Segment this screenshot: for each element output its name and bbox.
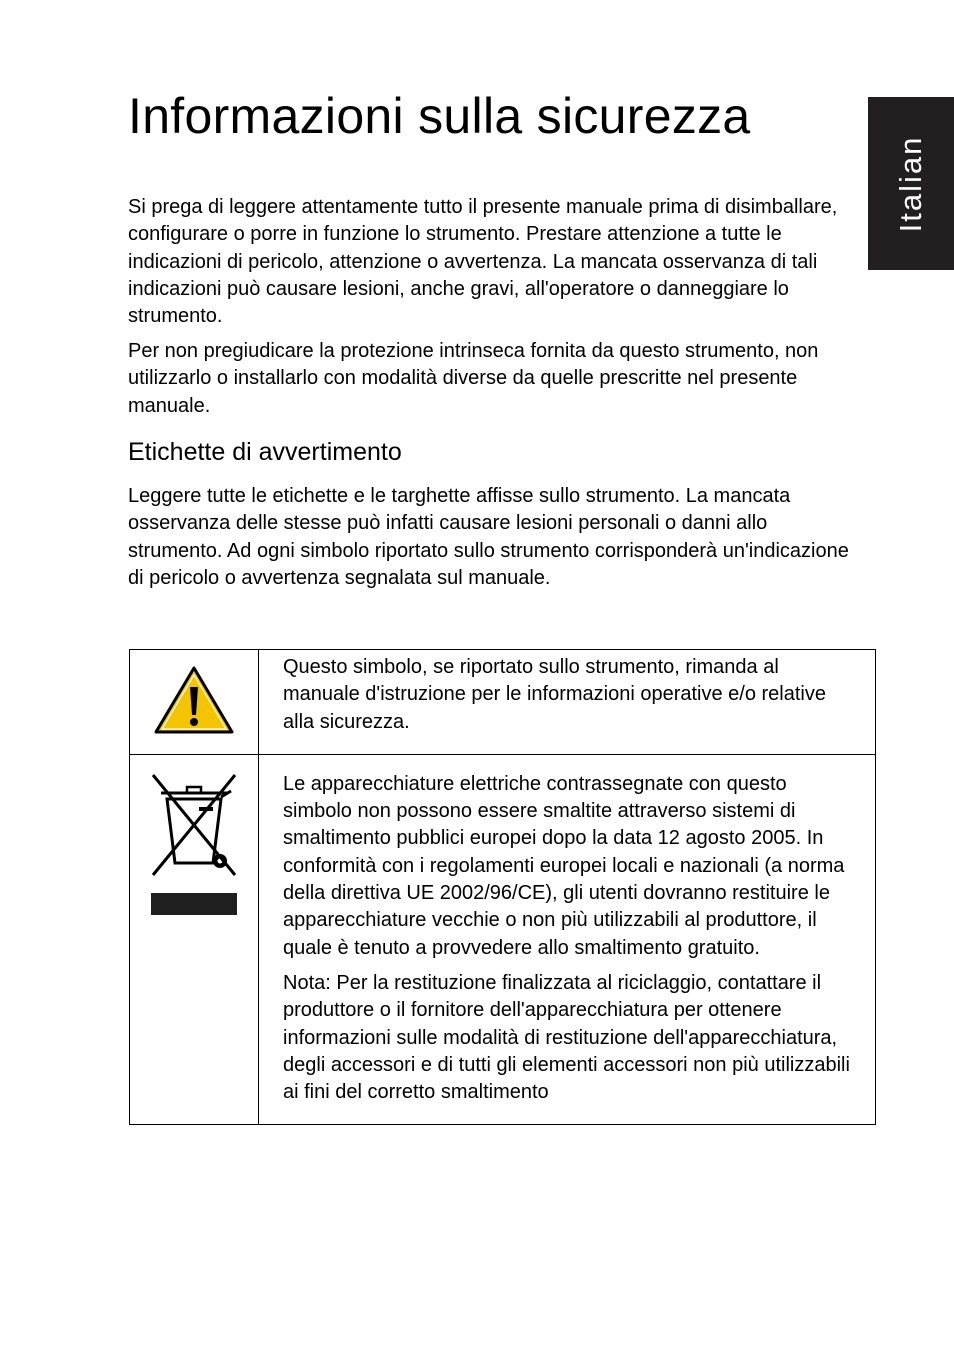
language-tab-label: Italian bbox=[893, 135, 928, 232]
intro-paragraph-2: Per non pregiudicare la protezione intrinseca fornita da questo strumento, non utilizzarlo o installarlo con modalità diverse da quelle prescritte nel presente manuale. bbox=[128, 340, 819, 417]
intro-paragraph-1: Si prega di leggere attentamente tutto il presente manuale prima di disimballare, configurare o porre in funzione lo strumento. Prestare attenzione a tutte le indicazioni di pericolo, attenzione o avvertenza. La mancata osservanza di tali indicazioni può causare lesioni, anche gravi, all'operatore o danneggiare lo strumento. bbox=[128, 196, 838, 328]
warning-triangle-icon bbox=[153, 665, 235, 735]
crossed-out-wheelie-bin-icon bbox=[139, 771, 249, 921]
table-row-warning bbox=[130, 650, 876, 755]
page-title: Informazioni sulla sicurezza bbox=[128, 88, 751, 144]
section-heading-warning-labels: Etichette di avvertimento bbox=[128, 438, 402, 466]
weee-symbol-description: Le apparecchiature elettriche contrassegnate con questo simbolo non possono essere smaltite attraverso sistemi di smaltimento pubblici europei dopo la data 12 agosto 2005. In conformità con i regolamenti europei locali e nazionali (a norma della direttiva UE 2002/96/CE), gli utenti dovranno restituire le apparecchiature vecchie o non più utilizzabili al produttore, il quale è tenuto a provvedere allo smaltimento gratuito. bbox=[283, 772, 845, 959]
table-row-weee bbox=[130, 754, 876, 1125]
language-tab bbox=[868, 97, 954, 270]
icon-cell-warning bbox=[130, 650, 259, 755]
symbol-table bbox=[129, 649, 876, 1125]
warning-symbol-description: Questo simbolo, se riportato sullo strumento, rimanda al manuale d'istruzione per le informazioni operative e/o relative alla sicurezza. bbox=[283, 656, 826, 733]
text-cell-weee bbox=[259, 754, 876, 1125]
text-cell-warning bbox=[259, 650, 876, 755]
weee-recycling-note: Nota: Per la restituzione finalizzata al riciclaggio, contattare il produttore o il fornitore dell'apparecchiatura per ottenere informazioni sulle modalità di restituzione dell'apparecchiatura, degli accessori e di tutti gli elementi accessori non più utilizzabili ai fini del corretto smaltimento bbox=[283, 971, 850, 1104]
warning-labels-paragraph: Leggere tutte le etichette e le targhette affisse sullo strumento. La mancata osservanza delle stesse può infatti causare lesioni personali o danni allo strumento. Ad ogni simbolo riportato sullo strumento corrisponderà un'indicazione di pericolo o avvertenza segnalata sul manuale. bbox=[128, 485, 849, 589]
icon-cell-weee bbox=[130, 754, 259, 1125]
